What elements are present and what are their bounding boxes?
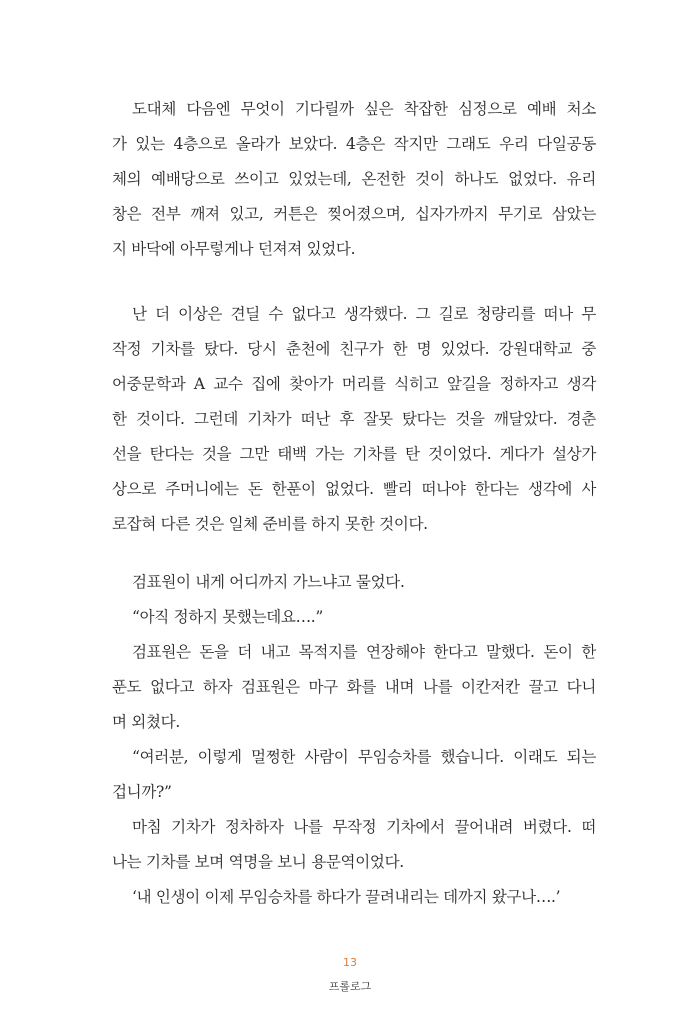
text-line: 한 것이다. 그런데 기차가 떠난 후 잘못 탔다는 것을 깨달았다. 경춘 [112, 410, 596, 428]
text-line: 상으로 주머니에는 돈 한푼이 없었다. 빨리 떠나야 한다는 생각에 사 [112, 480, 596, 498]
paragraph-2 [112, 297, 596, 542]
text-line: 마침 기차가 정차하자 나를 무작정 기차에서 끌어내려 버렸다. 떠 [132, 818, 596, 836]
text-line: 체의 예배당으로 쓰이고 있었는데, 온전한 것이 하나도 없었다. 유리 [112, 170, 596, 188]
paragraph-3 [112, 565, 596, 915]
page-number: 13 [343, 956, 357, 969]
text-line: 로잡혀 다른 것은 일체 준비를 하지 못한 것이다. [112, 515, 428, 533]
text-line: 선을 탄다는 것을 그만 태백 가는 기차를 탄 것이었다. 게다가 설상가 [112, 445, 596, 463]
paragraph-1 [112, 92, 596, 267]
text-line: 작정 기차를 탔다. 당시 춘천에 친구가 한 명 있었다. 강원대학교 중 [112, 340, 596, 358]
chapter-title: 프롤로그 [328, 980, 372, 993]
text-line: 푼도 없다고 하자 검표원은 마구 화를 내며 나를 이칸저칸 끌고 다니 [112, 678, 596, 696]
text-line: 어중문학과 A 교수 집에 찾아가 머리를 식히고 앞길을 정하자고 생각 [112, 375, 596, 393]
text-line: 검표원은 돈을 더 내고 목적지를 연장해야 한다고 말했다. 돈이 한 [132, 643, 596, 661]
thought-line: ‘내 인생이 이제 무임승차를 하다가 끌려내리는 데까지 왔구나….’ [132, 888, 561, 906]
text-line: 며 외쳤다. [112, 713, 180, 731]
dialogue-line: “아직 정하지 못했는데요….” [132, 608, 324, 626]
text-line: 가 있는 4층으로 올라가 보았다. 4층은 작지만 그래도 우리 다일공동 [112, 135, 596, 153]
text-line: 창은 전부 깨져 있고, 커튼은 찢어졌으며, 십자가까지 무기로 삼았는 [112, 205, 596, 223]
dialogue-line: “여러분, 이렇게 멀쩡한 사람이 무임승차를 했습니다. 이래도 되는 [132, 748, 596, 766]
dialogue-line: 겁니까?” [112, 783, 172, 801]
text-line: 도대체 다음엔 무엇이 기다릴까 싶은 착잡한 심정으로 예배 처소 [132, 100, 596, 118]
text-line: 검표원이 내게 어디까지 가느냐고 물었다. [132, 573, 405, 591]
text-line: 난 더 이상은 견딜 수 없다고 생각했다. 그 길로 청량리를 떠나 무 [132, 305, 596, 323]
text-line: 지 바닥에 아무렇게나 던져져 있었다. [112, 240, 356, 258]
text-line: 나는 기차를 보며 역명을 보니 용문역이었다. [112, 853, 404, 871]
